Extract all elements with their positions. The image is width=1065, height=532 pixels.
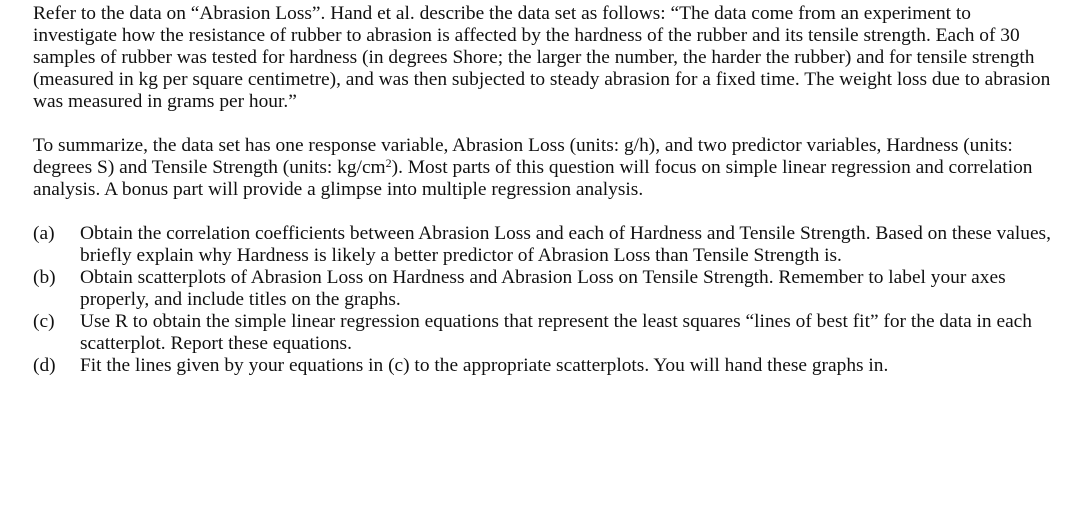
summary-text-start: To summarize, the data set has one response variable, Abrasion Loss (units: g/h), and two predictor variables, Hardness (units: degrees S) and Tensile Strength (units: kg/cm (33, 135, 1013, 178)
superscript-two: 2 (385, 156, 392, 170)
intro-paragraph: Refer to the data on “Abrasion Loss”. Hand et al. describe the data set as follows: “The data come from an experiment to investigate how the resistance of rubber to abrasion is affected by the hardness of the rubber and its tensile strength. Each of 30 samples of rubber was tested for hardness (in degrees Shore; the larger the number, the harder the rubber) and for tensile strength (measured in kg per square centimetre), and was then subjected to steady abrasion for a fixed time. The weight loss due to abrasion was measured in grams per hour.” (33, 3, 1051, 112)
question-label: (d) (33, 355, 56, 376)
question-text: Obtain the correlation coefficients between Abrasion Loss and each of Hardness and Tensile Strength. Based on these values, briefly explain why Hardness is likely a better predictor of Abrasion Loss than Tensile Strength is. (80, 223, 1051, 266)
question-label: (c) (33, 311, 55, 332)
summary-paragraph (33, 135, 1058, 201)
question-item-d (33, 355, 1058, 377)
question-list (33, 223, 1058, 377)
question-label: (a) (33, 223, 55, 244)
question-text: Use R to obtain the simple linear regression equations that represent the least squares “lines of best fit” for the data in each scatterplot. Report these equations. (80, 311, 1032, 354)
question-item-b (33, 267, 1058, 311)
summary-text-end: ). Most parts of this question will focus on simple linear regression and correlation analysis. A bonus part will provide a glimpse into multiple regression analysis. (33, 157, 1033, 200)
document-page (33, 3, 1058, 377)
question-text: Fit the lines given by your equations in (c) to the appropriate scatterplots. You will hand these graphs in. (80, 355, 889, 376)
question-text: Obtain scatterplots of Abrasion Loss on Hardness and Abrasion Loss on Tensile Strength. Remember to label your axes properly, and include titles on the graphs. (80, 267, 1006, 310)
question-item-a (33, 223, 1058, 267)
question-item-c (33, 311, 1058, 355)
question-label: (b) (33, 267, 56, 288)
